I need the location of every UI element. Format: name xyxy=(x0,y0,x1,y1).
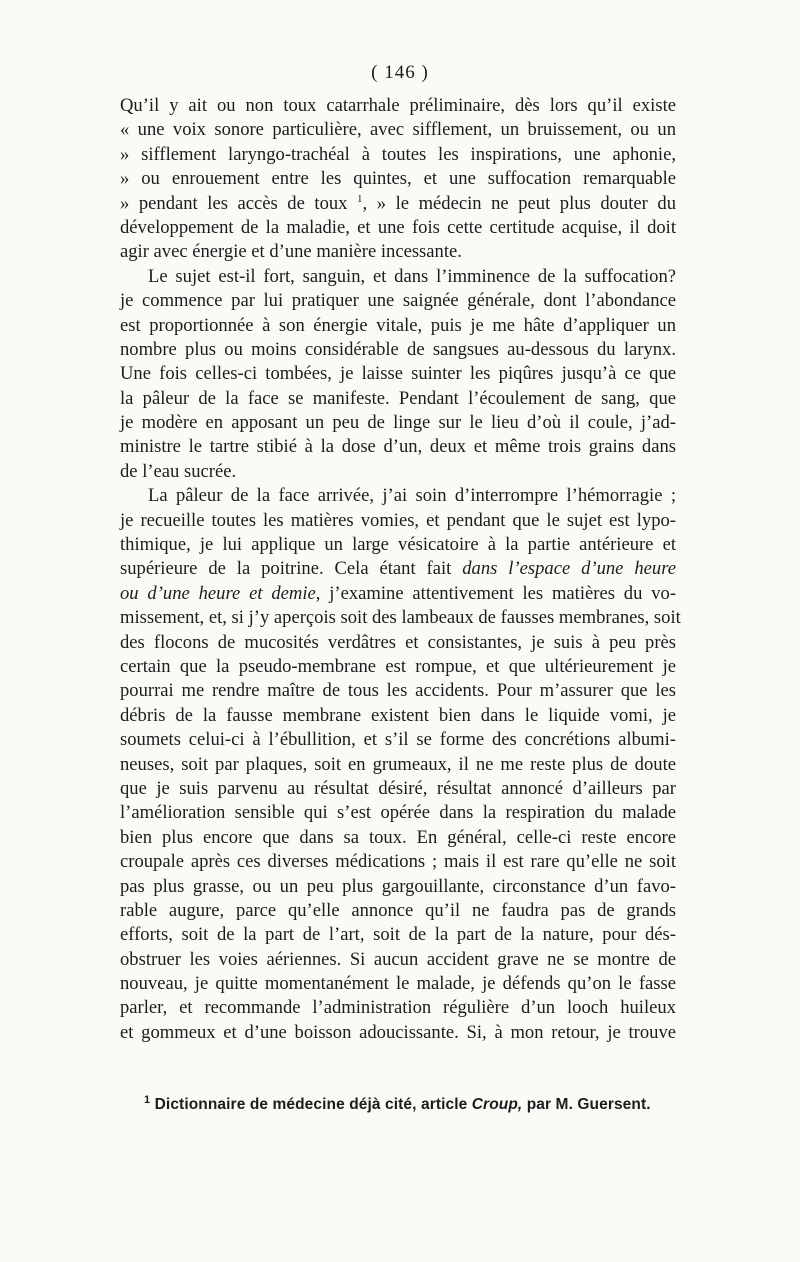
text-segment: » pendant les accès de toux xyxy=(120,192,348,214)
text-line xyxy=(120,582,676,606)
text-line: certain que la pseudo-membrane est rompue, et que ultérieurement je xyxy=(120,655,676,677)
text-line: la pâleur de la face se manifeste. Pendant l’écoulement de sang, que xyxy=(120,387,676,409)
text-line: je recueille toutes les matières vomies, et pendant que le sujet est lypo- xyxy=(120,509,676,531)
text-line: développement de la maladie, et une fois cette certitude acquise, il doit xyxy=(120,216,676,238)
text-line: agir avec énergie et d’une manière incessante. xyxy=(120,241,462,263)
text-segment: , j’examine attentivement les matières du vo- xyxy=(315,582,677,604)
text-line: je commence par lui pratiquer une saignée générale, dont l’abondance xyxy=(120,290,676,312)
text-line: obstruer les voies aériennes. Si aucun accident grave ne se montre de xyxy=(120,948,676,970)
text-line: Qu’il y ait ou non toux catarrhale préliminaire, dès lors qu’il existe xyxy=(120,95,676,116)
text-line: croupale après ces diverses médications ; mais il est rare qu’elle ne soit xyxy=(120,851,676,873)
text-line: La pâleur de la face arrivée, j’ai soin d’interrompre l’hémorragie ; xyxy=(148,485,676,507)
text-line: « une voix sonore particulière, avec sifflement, un bruissement, ou un xyxy=(120,119,676,141)
text-line: de l’eau sucrée. xyxy=(120,460,237,482)
text-line xyxy=(120,192,676,216)
text-segment: , » le médecin ne peut plus douter du xyxy=(362,192,677,214)
text-line: thimique, je lui applique un large vésicatoire à la partie antérieure et xyxy=(120,534,676,556)
footnote-italic: Croup, xyxy=(471,1096,523,1113)
footnote xyxy=(144,1093,664,1114)
body-text xyxy=(120,94,681,1045)
footnote-text: Dictionnaire de médecine déjà cité, article xyxy=(154,1096,468,1113)
italic-phrase: ou d’une heure et demie xyxy=(120,582,316,604)
text-line: ministre le tartre stibié à la dose d’un, deux et même trois grains dans xyxy=(120,436,676,458)
text-line: que je suis parvenu au résultat désiré, résultat annoncé d’ailleurs par xyxy=(120,777,676,799)
footnote-text-end: par M. Guersent. xyxy=(526,1096,651,1113)
footnote-reference: 1 xyxy=(357,192,363,205)
text-line: Une fois celles-ci tombées, je laisse suinter les piqûres jusqu’à ce que xyxy=(120,363,676,385)
text-segment: supérieure de la poitrine. Cela étant fait xyxy=(120,558,452,580)
text-line: je modère en apposant un peu de linge sur le lieu d’où il coule, j’ad- xyxy=(120,412,676,434)
text-line: rable augure, parce qu’elle annonce qu’il ne faudra pas de grands xyxy=(120,899,676,921)
text-line: » sifflement laryngo-trachéal à toutes les inspirations, une aphonie, xyxy=(120,143,676,165)
text-line: nouveau, je quitte momentanément le malade, je défends qu’on le fasse xyxy=(120,973,676,995)
text-line: » ou enrouement entre les quintes, et une suffocation remarquable xyxy=(120,168,676,190)
text-line xyxy=(120,557,676,581)
text-line: est proportionnée à son énergie vitale, puis je me hâte d’appliquer un xyxy=(120,314,676,336)
text-line: l’amélioration sensible qui s’est opérée dans la respiration du malade xyxy=(120,802,676,824)
text-line: bien plus encore que dans sa toux. En général, celle-ci reste encore xyxy=(120,826,676,848)
text-line: et gommeux et d’une boisson adoucissante. Si, à mon retour, je trouve xyxy=(120,1021,676,1043)
text-line: parler, et recommande l’administration régulière d’un looch huileux xyxy=(120,997,676,1019)
text-line: missement, et, si j’y aperçois soit des lambeaux de fausses membranes, soit xyxy=(120,607,681,629)
text-line: nombre plus ou moins considérable de sangsues au-dessous du larynx. xyxy=(120,338,676,360)
text-line: débris de la fausse membrane existent bien dans le liquide vomi, je xyxy=(120,704,676,726)
text-line: neuses, soit par plaques, soit en grumeaux, il ne me reste plus de doute xyxy=(120,753,676,775)
text-line: pas plus grasse, ou un peu plus gargouillante, circonstance d’un favo- xyxy=(120,875,676,897)
italic-phrase: dans l’espace d’une heure xyxy=(462,558,676,580)
footnote-mark: 1 xyxy=(144,1093,151,1106)
text-line: Le sujet est-il fort, sanguin, et dans l’imminence de la suffocation? xyxy=(148,265,676,287)
text-line: des flocons de mucosités verdâtres et consistantes, je suis à peu près xyxy=(120,631,676,653)
text-line: efforts, soit de la part de l’art, soit de la part de la nature, pour dés- xyxy=(120,924,676,946)
page-number: ( 146 ) xyxy=(371,62,429,83)
text-line: pourrai me rendre maître de tous les accidents. Pour m’assurer que les xyxy=(120,680,676,702)
text-line: soumets celui-ci à l’ébullition, et s’il se forme des concrétions albumi- xyxy=(120,729,676,751)
